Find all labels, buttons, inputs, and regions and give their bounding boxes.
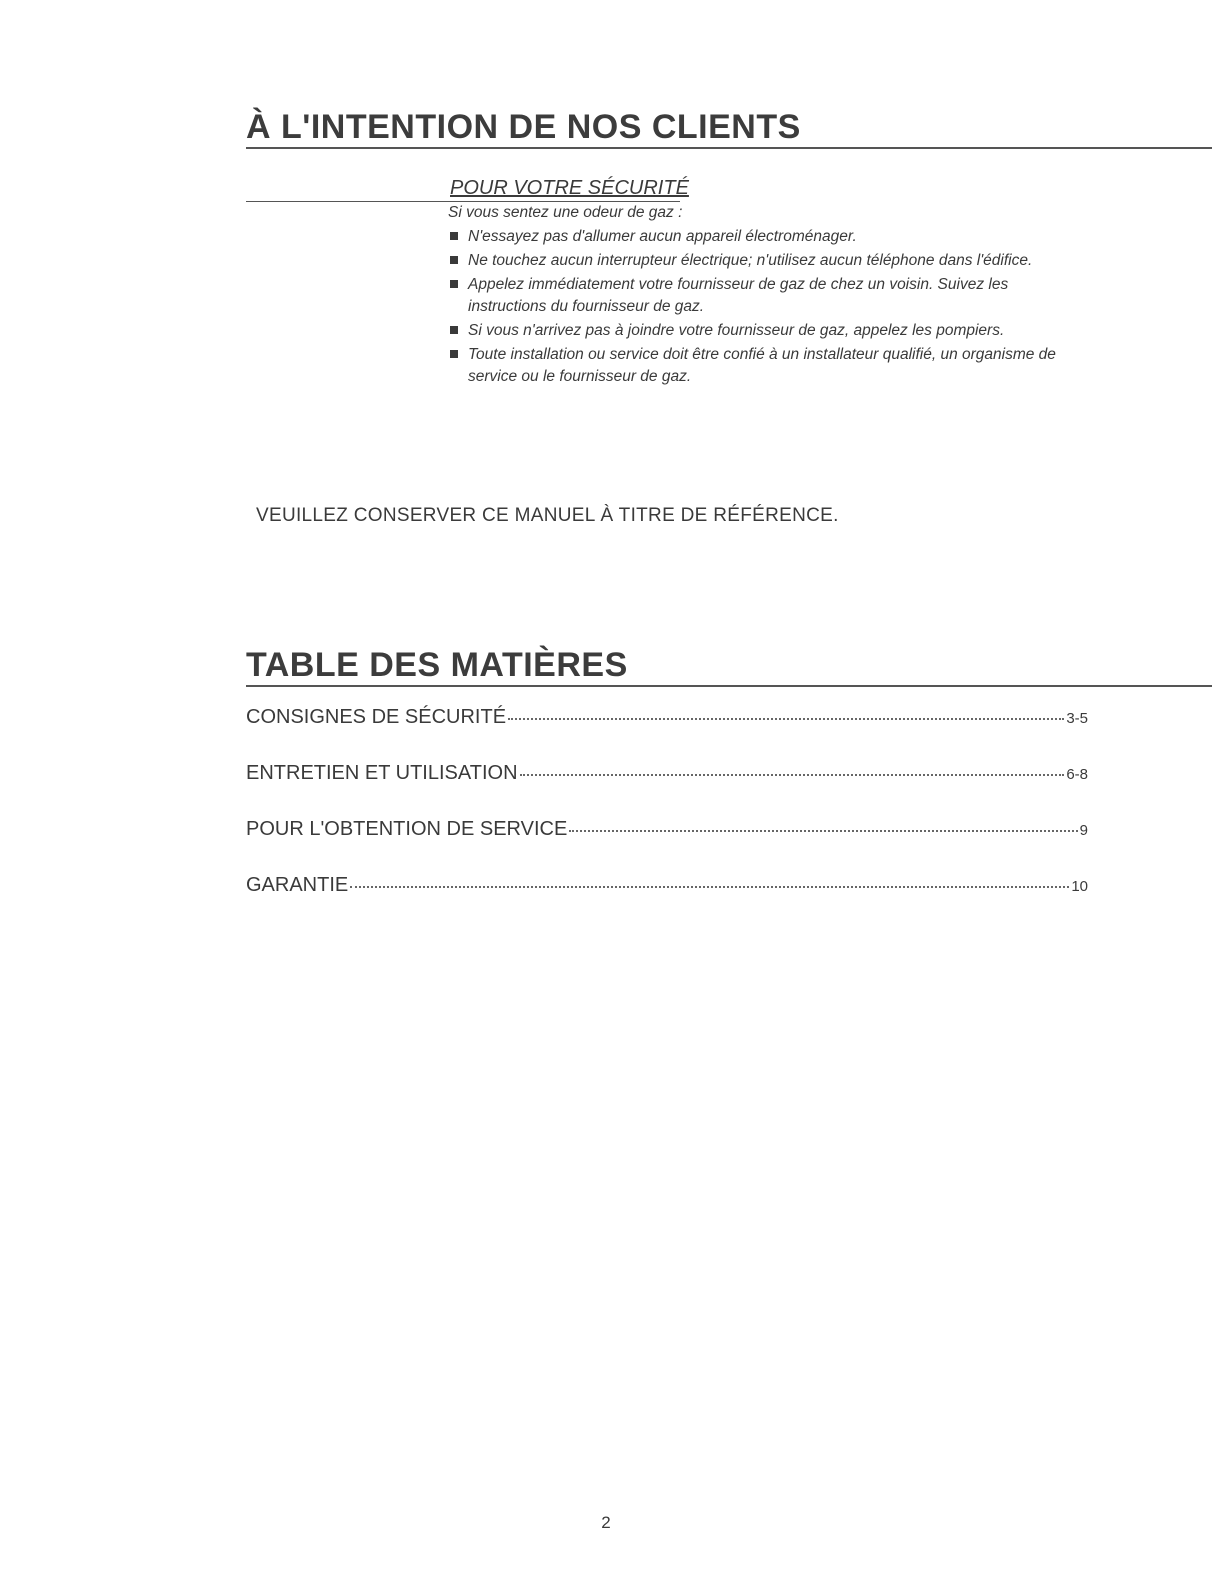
toc-label: CONSIGNES DE SÉCURITÉ [246,706,507,728]
toc-leader [569,830,1077,832]
safety-list [448,226,1068,388]
toc-label: ENTRETIEN ET UTILISATION [246,762,518,784]
toc-label: POUR L'OBTENTION DE SERVICE [246,818,568,840]
toc-leader [508,718,1064,720]
customers-heading: À L'INTENTION DE NOS CLIENTS [246,109,1212,149]
toc-leader [520,774,1065,776]
safety-item [448,250,1068,272]
safety-item [448,274,1068,318]
toc-leader [350,886,1069,888]
safety-item [448,226,1068,248]
safety-item-text: Appelez immédiatement votre fournisseur de gaz de chez un voisin. Suivez les instructions du fournisseur de gaz. [468,276,1009,315]
safety-section [448,176,1068,390]
toc-page: 9 [1079,822,1088,839]
toc-page: 10 [1071,878,1088,895]
keep-manual-notice: VEUILLEZ CONSERVER CE MANUEL À TITRE DE RÉFÉRENCE. [256,505,839,526]
safety-title: POUR VOTRE SÉCURITÉ [450,177,689,199]
safety-item [448,344,1068,388]
safety-item-text: N'essayez pas d'allumer aucun appareil électroménager. [468,228,857,245]
toc-page: 6-8 [1066,766,1088,783]
contents-heading: TABLE DES MATIÈRES [246,647,1212,687]
square-bullet-icon [450,280,458,288]
square-bullet-icon [450,232,458,240]
safety-item [448,320,1068,342]
toc-entry-safety[interactable] [246,706,1088,762]
square-bullet-icon [450,256,458,264]
safety-item-text: Toute installation ou service doit être confié à un installateur qualifié, un organisme de service ou le fournisseur de gaz. [468,346,1056,385]
square-bullet-icon [450,350,458,358]
toc-entry-service[interactable] [246,818,1088,874]
toc-entry-warranty[interactable] [246,874,1088,930]
safety-item-text: Si vous n'arrivez pas à joindre votre fournisseur de gaz, appelez les pompiers. [468,322,1005,339]
page-number: 2 [601,1513,611,1532]
safety-item-text: Ne touchez aucun interrupteur électrique; n'utilisez aucun téléphone dans l'édifice. [468,252,1033,269]
safety-intro: Si vous sentez une odeur de gaz : [448,204,683,221]
table-of-contents [246,706,1088,930]
toc-entry-care[interactable] [246,762,1088,818]
toc-label: GARANTIE [246,874,349,896]
square-bullet-icon [450,326,458,334]
toc-page: 3-5 [1066,710,1088,727]
